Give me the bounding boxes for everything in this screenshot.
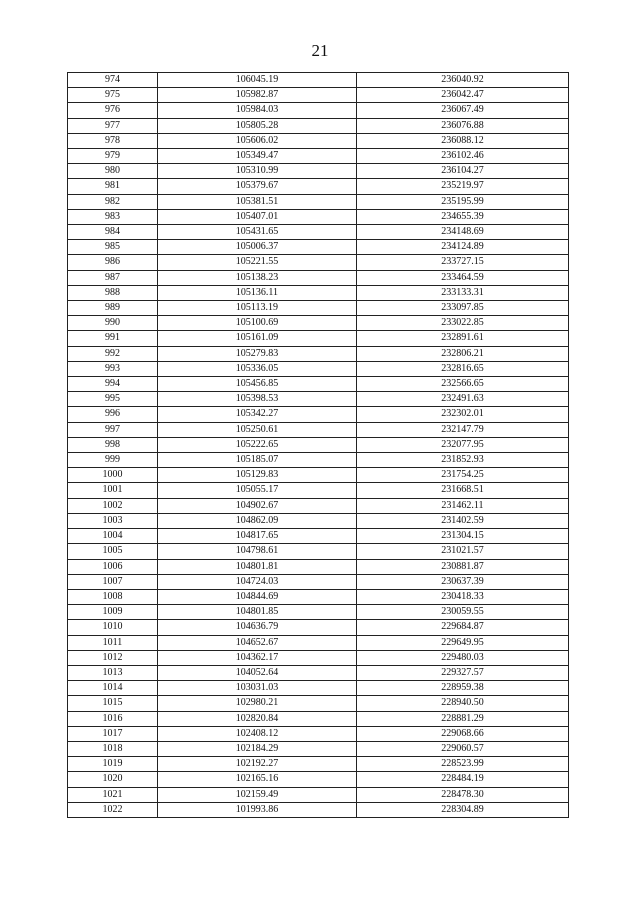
table-row [68, 149, 569, 164]
table-row [68, 453, 569, 468]
x-coordinate-cell: 104652.67 [158, 635, 357, 650]
x-coordinate-cell: 104798.61 [158, 544, 357, 559]
x-coordinate-cell: 105136.11 [158, 285, 357, 300]
point-number-cell: 992 [68, 346, 158, 361]
y-coordinate-cell: 232891.61 [357, 331, 569, 346]
point-number-cell: 1011 [68, 635, 158, 650]
table-row [68, 635, 569, 650]
x-coordinate-cell: 105805.28 [158, 118, 357, 133]
y-coordinate-cell: 229327.57 [357, 665, 569, 680]
x-coordinate-cell: 105379.67 [158, 179, 357, 194]
point-number-cell: 1021 [68, 787, 158, 802]
x-coordinate-cell: 104817.65 [158, 529, 357, 544]
y-coordinate-cell: 232806.21 [357, 346, 569, 361]
y-coordinate-cell: 231021.57 [357, 544, 569, 559]
point-number-cell: 1019 [68, 757, 158, 772]
x-coordinate-cell: 106045.19 [158, 73, 357, 88]
x-coordinate-cell: 105336.05 [158, 361, 357, 376]
table-row [68, 802, 569, 817]
x-coordinate-cell: 102159.49 [158, 787, 357, 802]
table-row [68, 392, 569, 407]
point-number-cell: 999 [68, 453, 158, 468]
table-row [68, 559, 569, 574]
x-coordinate-cell: 101993.86 [158, 802, 357, 817]
point-number-cell: 990 [68, 316, 158, 331]
table-row [68, 225, 569, 240]
x-coordinate-cell: 105982.87 [158, 88, 357, 103]
y-coordinate-cell: 233097.85 [357, 301, 569, 316]
table-row [68, 529, 569, 544]
point-number-cell: 982 [68, 194, 158, 209]
table-row [68, 741, 569, 756]
y-coordinate-cell: 234124.89 [357, 240, 569, 255]
point-number-cell: 987 [68, 270, 158, 285]
coordinates-table-body [68, 73, 569, 818]
x-coordinate-cell: 102192.27 [158, 757, 357, 772]
x-coordinate-cell: 105113.19 [158, 301, 357, 316]
x-coordinate-cell: 105279.83 [158, 346, 357, 361]
x-coordinate-cell: 102980.21 [158, 696, 357, 711]
table-row [68, 331, 569, 346]
table-row [68, 468, 569, 483]
point-number-cell: 1001 [68, 483, 158, 498]
x-coordinate-cell: 102184.29 [158, 741, 357, 756]
point-number-cell: 1016 [68, 711, 158, 726]
table-row [68, 361, 569, 376]
y-coordinate-cell: 233464.59 [357, 270, 569, 285]
point-number-cell: 981 [68, 179, 158, 194]
y-coordinate-cell: 236042.47 [357, 88, 569, 103]
x-coordinate-cell: 105006.37 [158, 240, 357, 255]
table-row [68, 574, 569, 589]
point-number-cell: 1006 [68, 559, 158, 574]
y-coordinate-cell: 228304.89 [357, 802, 569, 817]
y-coordinate-cell: 236104.27 [357, 164, 569, 179]
y-coordinate-cell: 230418.33 [357, 589, 569, 604]
table-row [68, 787, 569, 802]
table-row [68, 589, 569, 604]
table-row [68, 194, 569, 209]
x-coordinate-cell: 105222.65 [158, 437, 357, 452]
point-number-cell: 1020 [68, 772, 158, 787]
y-coordinate-cell: 231852.93 [357, 453, 569, 468]
point-number-cell: 979 [68, 149, 158, 164]
x-coordinate-cell: 105138.23 [158, 270, 357, 285]
point-number-cell: 1000 [68, 468, 158, 483]
y-coordinate-cell: 230059.55 [357, 605, 569, 620]
point-number-cell: 983 [68, 209, 158, 224]
y-coordinate-cell: 231402.59 [357, 513, 569, 528]
y-coordinate-cell: 229060.57 [357, 741, 569, 756]
y-coordinate-cell: 232491.63 [357, 392, 569, 407]
y-coordinate-cell: 235195.99 [357, 194, 569, 209]
point-number-cell: 1015 [68, 696, 158, 711]
x-coordinate-cell: 102165.16 [158, 772, 357, 787]
table-row [68, 270, 569, 285]
y-coordinate-cell: 232302.01 [357, 407, 569, 422]
x-coordinate-cell: 103031.03 [158, 681, 357, 696]
table-row [68, 240, 569, 255]
y-coordinate-cell: 236067.49 [357, 103, 569, 118]
page-number: 21 [311, 41, 329, 60]
table-row [68, 757, 569, 772]
y-coordinate-cell: 234148.69 [357, 225, 569, 240]
point-number-cell: 1010 [68, 620, 158, 635]
point-number-cell: 994 [68, 377, 158, 392]
x-coordinate-cell: 105349.47 [158, 149, 357, 164]
y-coordinate-cell: 231462.11 [357, 498, 569, 513]
x-coordinate-cell: 105431.65 [158, 225, 357, 240]
y-coordinate-cell: 232147.79 [357, 422, 569, 437]
table-row [68, 437, 569, 452]
point-number-cell: 989 [68, 301, 158, 316]
x-coordinate-cell: 105456.85 [158, 377, 357, 392]
table-row [68, 179, 569, 194]
table-row [68, 422, 569, 437]
y-coordinate-cell: 229649.95 [357, 635, 569, 650]
y-coordinate-cell: 236076.88 [357, 118, 569, 133]
point-number-cell: 1008 [68, 589, 158, 604]
table-row [68, 726, 569, 741]
x-coordinate-cell: 104724.03 [158, 574, 357, 589]
table-row [68, 103, 569, 118]
x-coordinate-cell: 105407.01 [158, 209, 357, 224]
x-coordinate-cell: 105606.02 [158, 133, 357, 148]
y-coordinate-cell: 232077.95 [357, 437, 569, 452]
table-row [68, 209, 569, 224]
point-number-cell: 1022 [68, 802, 158, 817]
coordinates-table [67, 72, 569, 818]
point-number-cell: 980 [68, 164, 158, 179]
y-coordinate-cell: 228959.38 [357, 681, 569, 696]
table-row [68, 118, 569, 133]
x-coordinate-cell: 104902.67 [158, 498, 357, 513]
x-coordinate-cell: 105185.07 [158, 453, 357, 468]
x-coordinate-cell: 104636.79 [158, 620, 357, 635]
x-coordinate-cell: 105984.03 [158, 103, 357, 118]
y-coordinate-cell: 233727.15 [357, 255, 569, 270]
table-row [68, 255, 569, 270]
point-number-cell: 1007 [68, 574, 158, 589]
point-number-cell: 1005 [68, 544, 158, 559]
point-number-cell: 1012 [68, 650, 158, 665]
x-coordinate-cell: 104844.69 [158, 589, 357, 604]
table-row [68, 133, 569, 148]
x-coordinate-cell: 105250.61 [158, 422, 357, 437]
y-coordinate-cell: 228881.29 [357, 711, 569, 726]
table-row [68, 164, 569, 179]
point-number-cell: 984 [68, 225, 158, 240]
y-coordinate-cell: 233133.31 [357, 285, 569, 300]
point-number-cell: 977 [68, 118, 158, 133]
point-number-cell: 998 [68, 437, 158, 452]
table-row [68, 620, 569, 635]
y-coordinate-cell: 228478.30 [357, 787, 569, 802]
x-coordinate-cell: 104801.81 [158, 559, 357, 574]
table-row [68, 711, 569, 726]
table-row [68, 285, 569, 300]
y-coordinate-cell: 231754.25 [357, 468, 569, 483]
y-coordinate-cell: 228484.19 [357, 772, 569, 787]
point-number-cell: 1018 [68, 741, 158, 756]
point-number-cell: 1002 [68, 498, 158, 513]
x-coordinate-cell: 102408.12 [158, 726, 357, 741]
y-coordinate-cell: 232566.65 [357, 377, 569, 392]
point-number-cell: 974 [68, 73, 158, 88]
point-number-cell: 1017 [68, 726, 158, 741]
x-coordinate-cell: 104362.17 [158, 650, 357, 665]
table-row [68, 73, 569, 88]
x-coordinate-cell: 105221.55 [158, 255, 357, 270]
point-number-cell: 986 [68, 255, 158, 270]
point-number-cell: 997 [68, 422, 158, 437]
y-coordinate-cell: 229480.03 [357, 650, 569, 665]
point-number-cell: 988 [68, 285, 158, 300]
point-number-cell: 1004 [68, 529, 158, 544]
y-coordinate-cell: 235219.97 [357, 179, 569, 194]
table-row [68, 301, 569, 316]
y-coordinate-cell: 231304.15 [357, 529, 569, 544]
x-coordinate-cell: 105381.51 [158, 194, 357, 209]
point-number-cell: 991 [68, 331, 158, 346]
table-row [68, 316, 569, 331]
y-coordinate-cell: 230637.39 [357, 574, 569, 589]
x-coordinate-cell: 105398.53 [158, 392, 357, 407]
x-coordinate-cell: 105055.17 [158, 483, 357, 498]
point-number-cell: 1003 [68, 513, 158, 528]
x-coordinate-cell: 104862.09 [158, 513, 357, 528]
y-coordinate-cell: 236040.92 [357, 73, 569, 88]
x-coordinate-cell: 102820.84 [158, 711, 357, 726]
x-coordinate-cell: 104052.64 [158, 665, 357, 680]
table-row [68, 483, 569, 498]
x-coordinate-cell: 105129.83 [158, 468, 357, 483]
y-coordinate-cell: 234655.39 [357, 209, 569, 224]
table-row [68, 772, 569, 787]
x-coordinate-cell: 105100.69 [158, 316, 357, 331]
table-row [68, 346, 569, 361]
y-coordinate-cell: 231668.51 [357, 483, 569, 498]
point-number-cell: 985 [68, 240, 158, 255]
table-row [68, 696, 569, 711]
y-coordinate-cell: 232816.65 [357, 361, 569, 376]
table-row [68, 513, 569, 528]
point-number-cell: 996 [68, 407, 158, 422]
table-row [68, 88, 569, 103]
point-number-cell: 978 [68, 133, 158, 148]
table-row [68, 377, 569, 392]
point-number-cell: 975 [68, 88, 158, 103]
table-row [68, 544, 569, 559]
point-number-cell: 1014 [68, 681, 158, 696]
y-coordinate-cell: 229068.66 [357, 726, 569, 741]
table-row [68, 407, 569, 422]
y-coordinate-cell: 236088.12 [357, 133, 569, 148]
y-coordinate-cell: 230881.87 [357, 559, 569, 574]
table-row [68, 681, 569, 696]
point-number-cell: 1013 [68, 665, 158, 680]
point-number-cell: 993 [68, 361, 158, 376]
table-row [68, 665, 569, 680]
point-number-cell: 995 [68, 392, 158, 407]
x-coordinate-cell: 105161.09 [158, 331, 357, 346]
point-number-cell: 976 [68, 103, 158, 118]
table-row [68, 605, 569, 620]
x-coordinate-cell: 105310.99 [158, 164, 357, 179]
y-coordinate-cell: 228940.50 [357, 696, 569, 711]
y-coordinate-cell: 228523.99 [357, 757, 569, 772]
table-row [68, 650, 569, 665]
y-coordinate-cell: 233022.85 [357, 316, 569, 331]
x-coordinate-cell: 105342.27 [158, 407, 357, 422]
table-row [68, 498, 569, 513]
y-coordinate-cell: 229684.87 [357, 620, 569, 635]
y-coordinate-cell: 236102.46 [357, 149, 569, 164]
point-number-cell: 1009 [68, 605, 158, 620]
x-coordinate-cell: 104801.85 [158, 605, 357, 620]
